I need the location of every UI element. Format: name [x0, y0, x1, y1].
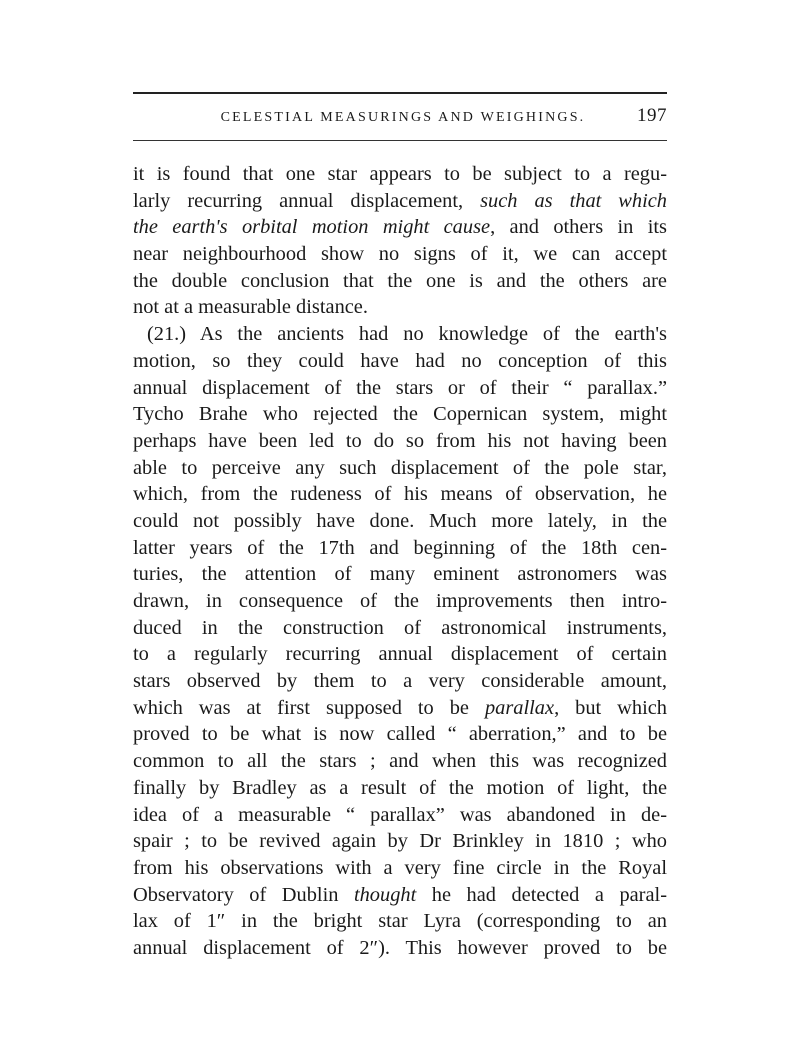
text-span: motion, so they could have had no conception of this [133, 349, 667, 372]
text-span: idea of a measurable “ parallax” was abandoned in de- [133, 803, 667, 826]
text-span: which, from the rudeness of his means of observation, he [133, 483, 667, 506]
text-line [133, 321, 667, 348]
text-line [133, 802, 667, 829]
text-span: perhaps have been led to do so from his not having been [133, 429, 667, 452]
text-line [133, 455, 667, 482]
text-line [133, 188, 667, 215]
text-line [133, 401, 667, 428]
text-span: from his observations with a very fine circle in the Royal [133, 856, 667, 879]
text-line [133, 481, 667, 508]
text-line [133, 508, 667, 535]
text-span: , and others in its [490, 216, 667, 239]
text-line [133, 294, 667, 321]
text-line [133, 721, 667, 748]
text-line [133, 828, 667, 855]
text-span: , but which [554, 696, 667, 719]
running-title: CELESTIAL MEASURINGS AND WEIGHINGS. [220, 110, 586, 125]
text-span: drawn, in consequence of the improvements then intro- [133, 590, 667, 612]
italic-text: such as that which [480, 189, 667, 212]
text-span: larly recurring annual displacement, [133, 189, 481, 212]
text-span: proved to be what is now called “ aberration,” and to be [133, 723, 667, 746]
text-line [133, 748, 667, 775]
text-line [133, 908, 667, 935]
page-number: 197 [637, 105, 667, 126]
text-span: able to perceive any such displacement of the pole star, [133, 456, 667, 479]
body-text [133, 161, 667, 962]
text-line [133, 161, 667, 188]
header-rule-top [133, 92, 667, 94]
text-span: turies, the attention of many eminent astronomers was [133, 563, 667, 586]
text-line [133, 375, 667, 402]
text-span: he had detected a paral- [416, 883, 667, 906]
text-line [133, 935, 667, 962]
text-line [133, 855, 667, 882]
text-line [133, 561, 667, 588]
text-span: finally by Bradley as a result of the motion of light, the [133, 776, 667, 799]
text-line [133, 775, 667, 802]
text-span: common to all the stars ; and when this was recognized [133, 750, 667, 773]
text-span: annual displacement of 2″). This however proved to be [133, 936, 667, 959]
text-line [133, 615, 667, 642]
header-rule-bottom [133, 140, 667, 141]
text-line [133, 241, 667, 268]
text-line [133, 588, 667, 615]
text-line [133, 214, 667, 241]
italic-text: parallax [484, 696, 555, 719]
text-line [133, 535, 667, 562]
italic-text: the earth's orbital motion might cause [133, 216, 491, 239]
text-span: spair ; to be revived again by Dr Brinkley in 1810 ; who [133, 830, 667, 853]
text-span: which was at first supposed to be [133, 696, 485, 719]
text-span: duced in the construction of astronomical instruments, [133, 616, 667, 639]
text-span: latter years of the 17th and beginning of the 18th cen- [133, 536, 667, 559]
text-span: lax of 1″ in the bright star Lyra (corresponding to an [133, 910, 667, 933]
text-line [133, 882, 667, 909]
text-span: (21.) As the ancients had no knowledge of the earth's [147, 323, 667, 346]
text-span: not at a measurable distance. [133, 296, 368, 319]
text-line [133, 668, 667, 695]
text-span: to a regularly recurring annual displacement of certain [133, 643, 667, 666]
text-line [133, 348, 667, 375]
text-span: it is found that one star appears to be subject to a regu- [133, 163, 667, 185]
text-span: could not possibly have done. Much more lately, in the [133, 509, 667, 532]
text-span: stars observed by them to a very considerable amount, [133, 670, 667, 693]
text-span: Tycho Brahe who rejected the Copernican system, might [133, 403, 667, 426]
text-span: the double conclusion that the one is and the others are [133, 269, 667, 292]
running-head [133, 105, 667, 131]
text-line [133, 428, 667, 455]
text-span: annual displacement of the stars or of their “ parallax.” [133, 376, 667, 399]
text-line [133, 695, 667, 722]
text-line [133, 641, 667, 668]
text-span: near neighbourhood show no signs of it, we can accept [133, 243, 667, 266]
text-span: Observatory of Dublin [133, 883, 354, 906]
text-line [133, 268, 667, 295]
italic-text: thought [353, 883, 417, 906]
